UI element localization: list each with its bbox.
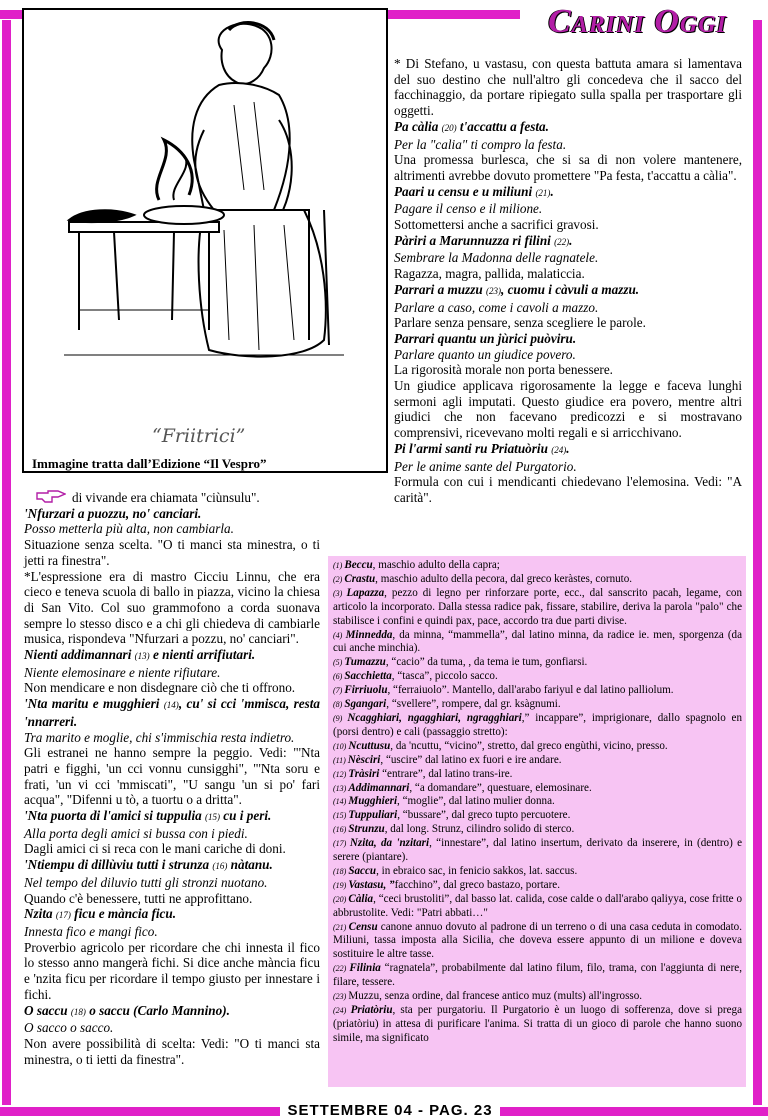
translation: Posso metterla più alta, non cambiarla. (24, 521, 234, 537)
footnote-text: facchino”, dal greco bastazo, portare. (394, 878, 560, 891)
entry-heading-rest: cu i peri. (220, 808, 272, 824)
footnote-term: Càlia (348, 892, 374, 905)
footnote (333, 1004, 742, 1046)
footnote-term: Nzita, da 'nzitari (349, 837, 430, 850)
paragraph (394, 378, 742, 441)
body-text: *L'espressione era di mastro Cicciu Linnu, che era cieco e teneva scuola di ballo in piazza, vicino la chiesa di San Vito. Col suo grammofono a corda suonava sempre lo stesso disco e a chi gli chiedeva di cambiarle musica, rispondeva "Nfurzari a pozzu, no' canciari". (24, 568, 320, 647)
footnote-text: , “svellere”, rompere, dal gr. ksàgnumi. (386, 698, 561, 711)
footnote-number: (9) (333, 713, 348, 723)
paragraph (24, 696, 320, 729)
footnote-term: Tràsiri (348, 767, 380, 780)
footnote-number: (22) (333, 964, 350, 974)
right-text-column (394, 56, 742, 506)
footnote-term: Sacchietta (344, 670, 392, 683)
translation: Parlare a caso, come i cavoli a mazzo. (394, 299, 599, 315)
paragraph (24, 569, 320, 648)
footnote (333, 962, 742, 990)
paragraph (24, 841, 320, 857)
body-text: * Di Stefano, u vastasu, con questa battuta amara si lamentava del suo destino che null'altro gli concedeva che il sacco del facchinaggio, da portare ripiegato sulla spalla per trasportare gli oggetti. (394, 56, 742, 119)
footnote-number: (7) (333, 686, 345, 696)
footnote-text: “ragnatela”, probabilmente dal latino filum, filo, trama, con l'aggiunta di nere, filare, tessere. (333, 962, 742, 989)
footnote-text: , da minna, “mammella”, dal latino minna, da radice ie. men, sporgenza (da cui anche minchia). (333, 628, 743, 655)
footnote-term: Crastu (344, 572, 376, 585)
footnote (333, 893, 742, 921)
footnote (333, 809, 742, 823)
footnote (333, 837, 742, 865)
body-text: Quando c'è benessere, tutti ne approfittano. (24, 890, 253, 906)
body-text: Dagli amici ci si reca con le mani cariche di doni. (24, 841, 286, 857)
image-credit-caption: Immagine tratta dall’Edizione “Il Vespro” (32, 456, 267, 471)
footnote-text: , maschio adulto della capra; (372, 559, 500, 571)
left-text-column (24, 490, 320, 1067)
entry-heading: 'Nta maritu e mugghieri (24, 696, 160, 712)
note-ref: (17) (55, 910, 71, 921)
paragraph (24, 680, 320, 696)
footnote-text: , “ceci brustoliti”, dal basso lat. calida, cose calde o dall'arabo qaliyya, cose fritte o abbrustolite. Vedi: "Patri abbati…" (333, 892, 743, 919)
body-text: Non avere possibilità di scelta: Vedi: "O ti manci sta minestra, o ti ietti da finestra". (24, 1035, 320, 1067)
footnote-number: (21) (333, 922, 349, 932)
footnote-number: (6) (333, 672, 345, 682)
footnote-text: , “innestare”, dal latino insertum, derivato da inserere, in (dentro) e serere (piantare). (333, 837, 743, 864)
footnote-text: , sta per purgatoriu. Il Purgatorio è un luogo di sofferenza, dove si prega (priatòriu) in attesa di purificare l'anima. Si tratta di un gioco di parole che hanno suono simile, ma significato (333, 1004, 743, 1044)
footnote-term: Sgangari (344, 698, 387, 711)
translation: Nel tempo del diluvio tutti gli stronzi nuotano. (24, 874, 268, 890)
translation: Innesta fico e mangi fico. (24, 923, 158, 939)
footnote-term: Nèsciri (347, 753, 381, 766)
translation: Alla porta degli amici si bussa con i piedi. (24, 825, 248, 841)
masthead-title: Carini Oggi (548, 3, 727, 40)
entry-heading: 'Ntiempu di dillùviu tutti i strunza (24, 857, 210, 873)
entry-heading-rest: e nienti arrifiutari. (149, 647, 256, 663)
paragraph (24, 940, 320, 1003)
paragraph (394, 459, 742, 475)
footnote-number: (8) (333, 700, 345, 710)
footnote-text: canone annuo dovuto al padrone di un terreno o di una casa ceduta in comodato. Miliuni, tassa imposta alla Sicilia, che doveva essere appunto di un milione e doveva sostituire le altre tasse. (333, 920, 742, 961)
paragraph (24, 1003, 320, 1021)
footnote-text: , da 'ncuttu, “vicino”, stretto, dal greco engùthi, vicino, presso. (390, 739, 668, 752)
footnote-term: Vastasu, ” (348, 878, 395, 891)
body-text: di vivande era chiamata "ciùnsulu". (72, 490, 260, 505)
paragraph (394, 152, 742, 183)
footnote-number: (4) (333, 630, 346, 640)
note-ref: (15) (205, 812, 220, 823)
body-text: Sottomettersi anche a sacrifici gravosi. (394, 217, 599, 233)
paragraph (24, 521, 320, 537)
entry-heading: Pàriri a Marunnuzza ri filini (394, 232, 551, 248)
body-text: Proverbio agricolo per ricordare che chi innesta il fico lo stesso anno mangerà fichi. Si dice anche mància ficu e 'nzita ficu per ricordare il tempo giusto per innestare i fichi. (24, 939, 320, 1002)
note-ref: (24) (551, 444, 567, 455)
footnote-text: , “uscire” dal latino ex fuori e ire andare. (380, 753, 562, 766)
footnote-text: ,” incappare”, imprigionare, dallo spagnolo en (porsi dentro) e cali (passaggio stretto): (333, 711, 743, 738)
footnote-number: (14) (333, 797, 349, 807)
paragraph (24, 906, 320, 924)
footnote-term: Censu (348, 920, 378, 933)
footnote (333, 670, 742, 684)
footnote-term: Ncagghiari, ngagghiari, ngragghiari (347, 711, 522, 724)
note-ref: (13) (134, 651, 150, 662)
paragraph (394, 347, 742, 363)
footnote (333, 823, 742, 837)
footnote (333, 879, 742, 893)
footnote-term: Priatòriu (350, 1004, 393, 1016)
pointing-hand-icon (36, 490, 66, 504)
translation: Parlare quanto un giudice povero. (394, 346, 576, 362)
footnote (333, 656, 742, 670)
footnote (333, 559, 742, 573)
note-ref: (22) (554, 236, 570, 247)
footnote-number: (19) (333, 880, 349, 890)
footnote (333, 587, 742, 629)
paragraph (394, 250, 742, 266)
footnote-text: , dal long. Strunz, cilindro solido di sterco. (384, 823, 575, 836)
entry-heading-rest: . (569, 232, 573, 248)
bottom-rule-left (0, 1107, 280, 1116)
entry-heading-rest: , cu' si cci 'mmisca, resta 'nnarreri. (24, 696, 321, 729)
bottom-rule-right (500, 1107, 768, 1116)
paragraph (24, 1036, 320, 1067)
right-rule (753, 20, 762, 1105)
paragraph (394, 217, 742, 233)
entry-heading: Parrari quantu un jùrici puòviru. (394, 330, 577, 346)
footnote-number: (18) (333, 866, 349, 876)
paragraph (394, 282, 742, 300)
footnote (333, 573, 742, 587)
paragraph (24, 857, 320, 875)
paragraph (24, 808, 320, 826)
footnote-term: Lapazza (346, 586, 385, 599)
illustration-title: “Friitrici” (152, 425, 246, 447)
entry-heading: Pa càlia (394, 118, 439, 134)
footnote-term: Tumazzu (344, 656, 386, 669)
note-ref: (23) (485, 285, 501, 296)
illustration-frame (22, 8, 388, 473)
body-text: Parlare senza pensare, senza scegliere le parole. (394, 315, 646, 331)
note-ref: (21) (535, 187, 551, 198)
entry-heading-rest: ficu e mància ficu. (70, 906, 176, 922)
body-text: Non mendicare e non disdegnare ciò che ti offrono. (24, 680, 296, 696)
entry-heading: O saccu (24, 1002, 68, 1018)
footnote-text: Muzzu, senza ordine, dal francese antico muz (mults) all'ingrosso. (348, 990, 643, 1003)
paragraph (394, 119, 742, 137)
entry-heading: 'Nfurzari a puozzu, no' canciari. (24, 505, 202, 521)
entry-heading-rest: o saccu (Carlo Mannino). (85, 1002, 230, 1018)
entry-heading-rest: . (550, 183, 554, 199)
entry-heading: Nienti addimannari (24, 647, 132, 663)
note-ref: (14) (163, 700, 179, 711)
body-text: Un giudice applicava rigorosamente la legge e faceva lunghi sermoni agli imputati. Questo giudice era povero, mentre altri giudici che non facevano predicozzi e si mostravano comprensivi, ricevevano molti regali e si arricchivano. (394, 378, 742, 441)
footnote-text: , “bussare”, dal greco tupto percuotere. (397, 809, 571, 822)
entry-heading: 'Nta puorta di l'amici si tuppulia (24, 808, 202, 824)
paragraph (394, 233, 742, 251)
body-text: Formula con cui i mendicanti chiedevano l'elemosina. Vedi: "A carità". (394, 474, 742, 505)
footnote-term: Beccu (344, 559, 373, 571)
footnote (333, 768, 742, 782)
body-text: La rigorosità morale non porta benessere. (394, 362, 613, 378)
footnote (333, 698, 742, 712)
body-text: Una promessa burlesca, che si sa di non volere mantenere, altrimenti avrebbe dovuto promettere "Pa festa, t'accattu a càlia". (394, 152, 742, 183)
page-footer: SETTEMBRE 04 - PAG. 23 (287, 1102, 493, 1119)
footnote-term: Addimannari (348, 781, 410, 794)
paragraph (394, 266, 742, 282)
entry-heading-rest: t'accattu a festa. (456, 118, 549, 134)
paragraph (394, 362, 742, 378)
footnote (333, 921, 742, 963)
footnote-number: (13) (333, 783, 349, 793)
footnote (333, 782, 742, 796)
footnote (333, 684, 742, 698)
paragraph (394, 315, 742, 331)
footnote-term: Mugghieri (348, 795, 398, 808)
paragraph (24, 537, 320, 568)
paragraph (394, 201, 742, 217)
paragraph (24, 1020, 320, 1036)
footnote-number: (10) (333, 741, 349, 751)
paragraph (24, 506, 320, 522)
footnote-text: , maschio adulto della pecora, dal greco keràstes, cornuto. (375, 572, 633, 585)
footnote (333, 990, 742, 1004)
translation: Tra marito e moglie, chi s'immischia resta indietro. (24, 729, 295, 745)
footnote-text: , in ebraico sac, in fenicio sakkos, lat. saccus. (376, 864, 578, 877)
translation: Pagare il censo e il milione. (394, 201, 543, 217)
footnote-text: , “moglie”, dal latino mulier donna. (397, 795, 555, 808)
body-text: Situazione senza scelta. "O ti manci sta minestra, o ti jetti ra finestra". (24, 537, 320, 568)
entry-heading: Parrari a muzzu (394, 281, 483, 297)
footnote-number: (1) (333, 561, 345, 570)
note-ref: (18) (70, 1006, 86, 1017)
entry-heading: Nzita (24, 906, 53, 922)
paragraph (24, 730, 320, 746)
paragraph (394, 474, 742, 505)
body-text: Ragazza, magra, pallida, malaticcia. (394, 266, 585, 282)
footnote-number: (23) (333, 992, 349, 1002)
footnote-term: Strunzu (348, 823, 385, 836)
paragraph (394, 184, 742, 202)
note-ref: (20) (441, 122, 457, 133)
translation: Per le anime sante del Purgatorio. (394, 458, 577, 474)
footnote (333, 865, 742, 879)
footnote (333, 712, 742, 740)
footnote-term: Tuppuliari (348, 809, 398, 822)
footnote-term: Filinia (349, 962, 381, 975)
footnote-term: Minnedda (345, 628, 393, 641)
paragraph (24, 647, 320, 665)
entry-heading-rest: nàtanu. (227, 857, 273, 873)
footnote-number: (15) (333, 811, 349, 821)
paragraph (24, 745, 320, 808)
note-ref: (16) (212, 861, 228, 872)
translation: Sembrare la Madonna delle ragnatele. (394, 250, 599, 266)
paragraph (24, 875, 320, 891)
entry-heading-rest: , cuomu i càvuli a mazzu. (500, 281, 640, 297)
paragraph (24, 924, 320, 940)
footnote-term: Firriuolu (344, 684, 388, 697)
footnote (333, 795, 742, 809)
left-rule (2, 20, 11, 1105)
translation: O sacco o sacco. (24, 1020, 114, 1036)
translation: Niente elemosinare e niente rifiutare. (24, 664, 221, 680)
footnote (333, 754, 742, 768)
footnote-number: (5) (333, 658, 345, 668)
footnote-text: , “a domandare”, questuare, elemosinare. (409, 781, 592, 794)
frying-woman-illustration (24, 10, 386, 471)
footnote-number: (24) (333, 1006, 351, 1015)
footnote-number: (16) (333, 825, 349, 835)
footnotes-box (328, 556, 746, 1087)
footnote-term: Saccu (348, 864, 377, 877)
footnote-text: , “cacio” da tuma, , da tema ie tum, gonfiarsi. (385, 656, 588, 669)
footnote (333, 740, 742, 754)
paragraph (394, 137, 742, 153)
footnote-text: , pezzo di legno per rinforzare porte, ecc., dal sanscrito pacah, legame, con articolo la incorporato. Dalla stessa radice pak, fissare, stabilire, deriva la parola "palo" che stabilisce i confini e quindi pax, pace, accordo tra due parti divise. (333, 586, 742, 627)
paragraph (24, 891, 320, 907)
footnote-text: “entrare”, dal latino trans-ire. (379, 767, 513, 780)
footnote-number: (11) (333, 755, 348, 765)
paragraph (24, 665, 320, 681)
footnote-text: , “tasca”, piccolo sacco. (391, 670, 498, 683)
footnote-number: (20) (333, 894, 349, 904)
footnote (333, 629, 742, 657)
paragraph (24, 490, 320, 506)
translation: Per la "calia" ti compro la festa. (394, 136, 567, 152)
entry-heading: Paari u censu e u miliuni (394, 183, 533, 199)
entry-heading: Pi l'armi santi ru Priatuòriu (394, 440, 548, 456)
footnote-term: Ncuttusu (348, 739, 391, 752)
footnote-number: (2) (333, 574, 345, 584)
body-text: Gli estranei ne hanno sempre la peggio. Vedi: "'Nta patri e figghi, 'un cci vonnu cunsigghi", "'Nta soru e frati, 'un vi cci 'mmiscati", "U sangu 'un si po' fari acqua", "Difenni u tò, a tuortu o a dritta". (24, 745, 320, 808)
footnote-text: , “ferraiuolo”. Mantello, dall'arabo fariyul e dal latino palliolum. (387, 684, 674, 697)
footnote-number: (3) (333, 588, 347, 598)
footnote-number: (17) (333, 839, 350, 849)
paragraph (394, 56, 742, 119)
entry-heading-rest: . (566, 440, 570, 456)
footnote-number: (12) (333, 769, 349, 779)
paragraph (24, 826, 320, 842)
paragraph (394, 300, 742, 316)
paragraph (394, 441, 742, 459)
paragraph (394, 331, 742, 347)
